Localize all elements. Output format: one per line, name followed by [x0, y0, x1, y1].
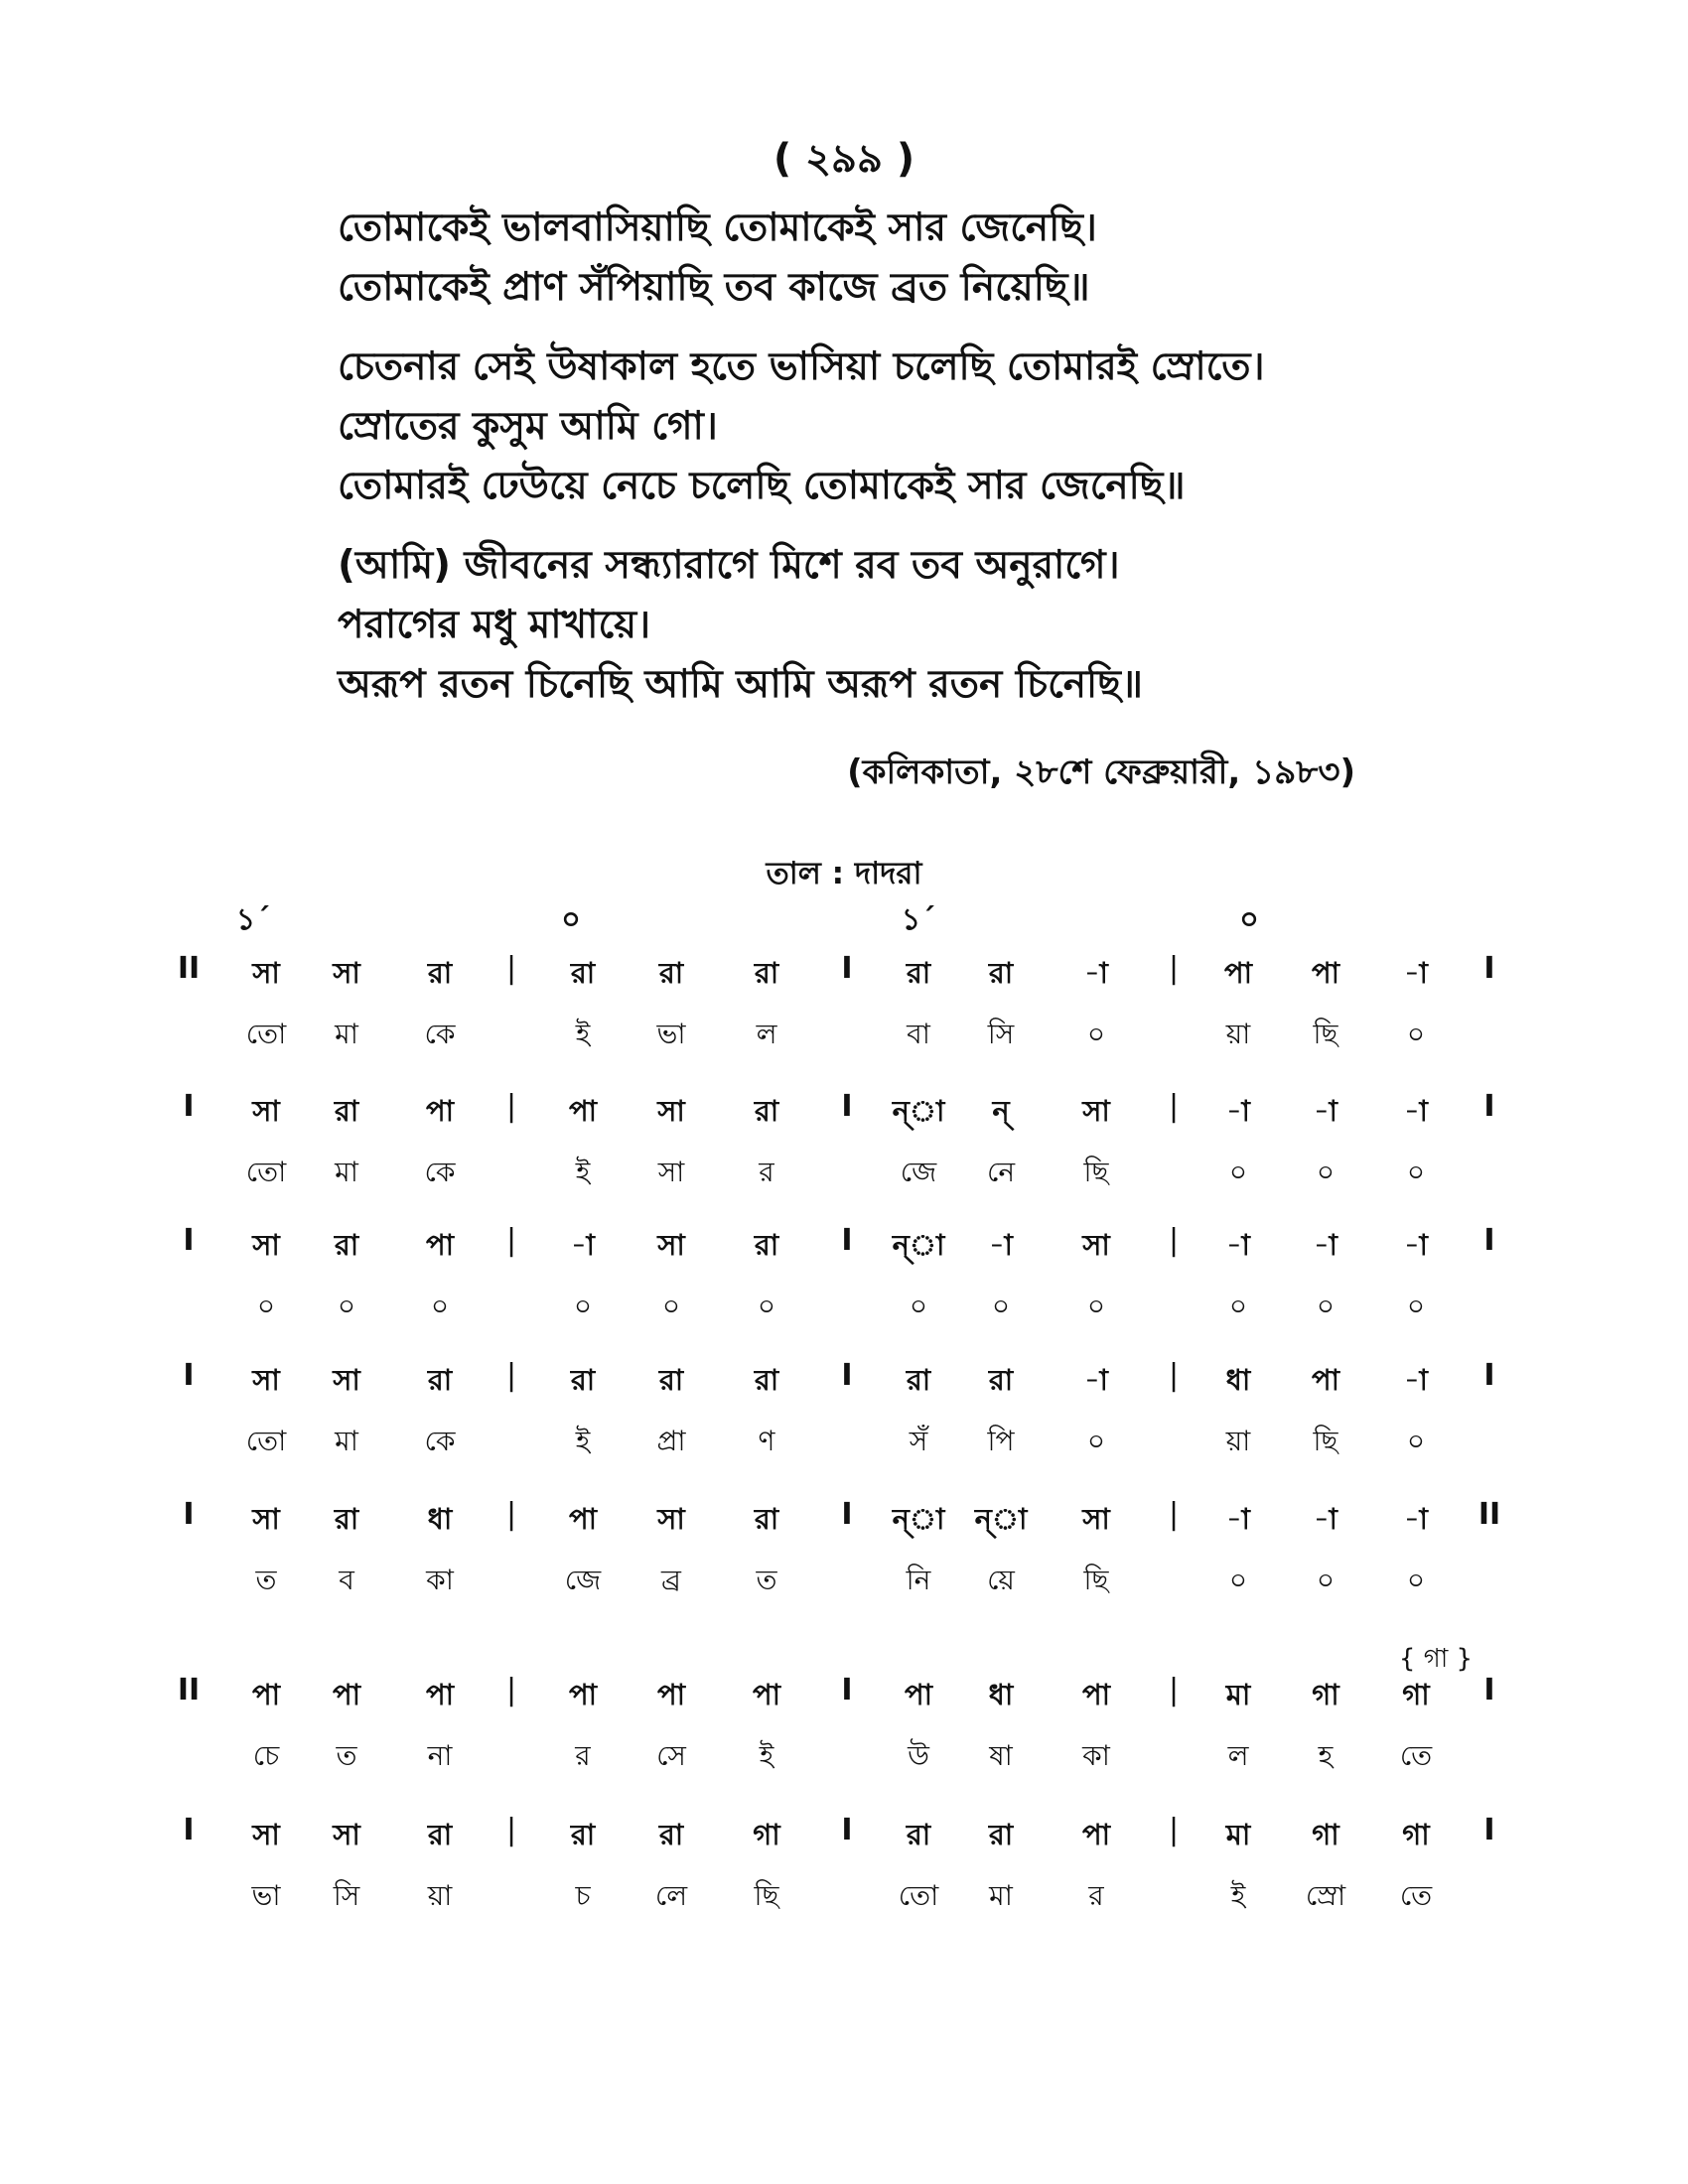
bar-separator: |	[505, 1358, 517, 1393]
swara-note: রা	[754, 1363, 779, 1397]
swara-note: রা	[658, 1818, 684, 1851]
lyric-syllable: ০	[661, 1290, 681, 1322]
swara-note: রা	[427, 1818, 453, 1851]
swara-note: পা	[425, 1678, 455, 1711]
swara-note: ধা	[427, 1502, 453, 1536]
lyric-syllable: ০	[1406, 1564, 1426, 1596]
lyric-syllable: ছি	[1083, 1156, 1109, 1188]
lyric-syllable: ০	[1316, 1290, 1336, 1322]
lyric-syllable: ০	[573, 1290, 593, 1322]
swara-note: পা	[568, 1678, 598, 1711]
bar-separator: |	[505, 1673, 517, 1707]
bar-separator: |	[1168, 1813, 1180, 1847]
lyric-syllable: ই	[575, 1425, 591, 1457]
swara-note: রা	[906, 1363, 931, 1397]
swara-note: সা	[333, 1818, 360, 1851]
lyric-syllable: কা	[1082, 1739, 1110, 1772]
swara-note: সা	[333, 956, 360, 990]
swara-note: রা	[570, 1818, 596, 1851]
row-start-bar: I	[183, 1089, 195, 1124]
lyric-syllable: ত	[255, 1564, 277, 1596]
lyric-syllable: ০	[1228, 1290, 1248, 1322]
swara-note: পা	[1081, 1818, 1111, 1851]
swara-note: ধা	[988, 1678, 1014, 1711]
swara-note: গা	[1402, 1678, 1430, 1711]
swara-note: -া	[1226, 1094, 1250, 1128]
row-start-bar: II	[177, 1673, 201, 1707]
bar-separator: I	[841, 1089, 853, 1124]
lyric-syllable: র	[759, 1156, 774, 1188]
lyric-syllable: সঁ	[909, 1425, 928, 1457]
swara-note: পা	[568, 1094, 598, 1128]
bar-separator: |	[505, 1089, 517, 1124]
swara-note: -া	[1404, 956, 1428, 990]
lyric-syllable: মা	[335, 1156, 358, 1188]
swara-note: মা	[1225, 1818, 1251, 1851]
page-number: ( ২৯৯ )	[773, 136, 915, 182]
lyric-syllable: চে	[252, 1739, 280, 1772]
lyric-syllable: তে	[1399, 1879, 1433, 1912]
lyric-syllable: য়া	[1225, 1018, 1251, 1050]
swara-note: সা	[657, 1094, 685, 1128]
swara-note: -া	[1404, 1094, 1428, 1128]
lyric-syllable: নে	[986, 1156, 1016, 1188]
lyric-syllable: ০	[256, 1290, 276, 1322]
lyric-syllable: বা	[907, 1018, 930, 1050]
beat-mark-sam: ১´	[901, 902, 936, 937]
lyric-syllable: ০	[1406, 1425, 1426, 1457]
swara-note: রা	[658, 956, 684, 990]
taal-heading: তাল : দাদরা	[766, 856, 922, 891]
swara-note: রা	[334, 1094, 359, 1128]
lyric-syllable: ০	[909, 1290, 928, 1322]
swara-note: সা	[333, 1363, 360, 1397]
lyric-syllable: ছি	[1083, 1564, 1109, 1596]
row-end-bar: I	[1483, 1358, 1495, 1393]
row-start-bar: II	[177, 951, 201, 986]
swara-note: রা	[570, 1363, 596, 1397]
lyric-syllable: কা	[426, 1564, 454, 1596]
lyric-syllable: তো	[245, 1425, 287, 1457]
bar-separator: |	[1168, 1673, 1180, 1707]
row-end-bar: I	[1483, 1223, 1495, 1258]
lyric-line: স্রোতের কুসুম আমি গো।	[338, 404, 718, 449]
lyric-syllable: কে	[424, 1425, 456, 1457]
bar-separator: |	[1168, 1223, 1180, 1258]
lyric-syllable: ল	[756, 1018, 777, 1050]
swara-note: গা	[1312, 1678, 1339, 1711]
swara-note: -া	[989, 1228, 1013, 1262]
bar-separator: |	[1168, 1089, 1180, 1124]
lyric-syllable: না	[427, 1739, 453, 1772]
lyric-syllable: ০	[991, 1290, 1011, 1322]
swara-note: রা	[988, 1818, 1014, 1851]
bar-separator: |	[1168, 1497, 1180, 1532]
swara-note: সা	[252, 956, 280, 990]
lyric-line: চেতনার সেই উষাকাল হতে ভাসিয়া চলেছি তোমারই স্রোতে।	[338, 344, 1265, 389]
swara-note: -া	[1404, 1228, 1428, 1262]
swara-note: রা	[570, 956, 596, 990]
lyric-syllable: ০	[1406, 1156, 1426, 1188]
lyric-syllable: ০	[757, 1290, 776, 1322]
lyric-syllable: লে	[654, 1879, 688, 1912]
row-end-bar: I	[1483, 1089, 1495, 1124]
lyric-syllable: পি	[987, 1425, 1015, 1457]
swara-note: পা	[251, 1678, 281, 1711]
lyric-syllable: ০	[1406, 1018, 1426, 1050]
lyric-syllable: মা	[335, 1018, 358, 1050]
lyric-syllable: তো	[245, 1018, 287, 1050]
row-end-bar: I	[1483, 951, 1495, 986]
lyric-syllable: য়া	[427, 1879, 453, 1912]
row-start-bar: I	[183, 1223, 195, 1258]
bar-separator: |	[505, 1223, 517, 1258]
lyric-syllable: ছি	[1313, 1018, 1338, 1050]
lyric-line: তোমাকেই প্রাণ সঁপিয়াছি তব কাজে ব্রত নিয়েছি॥	[338, 265, 1090, 310]
swara-note: গা	[1312, 1818, 1339, 1851]
swara-note: রা	[334, 1502, 359, 1536]
bar-separator: I	[841, 1223, 853, 1258]
lyric-syllable: সা	[657, 1156, 685, 1188]
bar-separator: |	[1168, 1358, 1180, 1393]
swara-note: -া	[1404, 1363, 1428, 1397]
swara-note: পা	[1311, 1363, 1340, 1397]
lyric-line: তোমাকেই ভালবাসিয়াছি তোমাকেই সার জেনেছি।	[338, 205, 1097, 250]
swara-note: সা	[252, 1363, 280, 1397]
bar-separator: I	[841, 1497, 853, 1532]
lyric-syllable: ত	[336, 1739, 357, 1772]
bar-separator: I	[841, 1673, 853, 1707]
lyric-syllable: মা	[989, 1879, 1013, 1912]
row-start-bar: I	[183, 1813, 195, 1847]
lyric-syllable: চ	[575, 1879, 591, 1912]
swara-note: পা	[1311, 956, 1340, 990]
row-end-bar: I	[1483, 1813, 1495, 1847]
lyric-syllable: ভা	[251, 1879, 281, 1912]
row-start-bar: I	[183, 1497, 195, 1532]
lyric-syllable: ণ	[758, 1425, 775, 1457]
swara-note: রা	[754, 956, 779, 990]
swara-note: -া	[1314, 1502, 1337, 1536]
swara-note: পা	[904, 1678, 933, 1711]
lyric-syllable: ০	[337, 1290, 356, 1322]
swara-note: পা	[752, 1678, 781, 1711]
lyric-syllable: উ	[908, 1739, 929, 1772]
swara-note: ধা	[1225, 1363, 1251, 1397]
lyric-syllable: কে	[424, 1018, 456, 1050]
swara-note: রা	[754, 1228, 779, 1262]
lyric-syllable: ই	[1230, 1879, 1246, 1912]
lyric-syllable: মা	[335, 1425, 358, 1457]
swara-note: রা	[427, 956, 453, 990]
lyric-syllable: নি	[906, 1564, 931, 1596]
stanza-3	[338, 536, 1569, 715]
stanza-2	[338, 338, 1569, 516]
swara-note: -া	[1404, 1502, 1428, 1536]
swara-note: -া	[1226, 1502, 1250, 1536]
lyric-syllable: তো	[898, 1879, 939, 1912]
lyric-syllable: হ	[1318, 1739, 1334, 1772]
swara-note: সা	[252, 1502, 280, 1536]
lyric-syllable: ই	[575, 1156, 591, 1188]
swara-note: রা	[334, 1228, 359, 1262]
beat-mark-sam: ১´	[235, 902, 271, 937]
swara-note: ন্	[992, 1094, 1010, 1128]
alternate-note: { গা }	[1398, 1644, 1474, 1674]
lyric-syllable: ব্র	[661, 1564, 681, 1596]
lyric-syllable: ০	[1228, 1564, 1248, 1596]
lyric-syllable: ই	[575, 1018, 591, 1050]
swara-note: রা	[658, 1363, 684, 1397]
swara-note: ন্া	[892, 1094, 945, 1128]
swara-note: সা	[657, 1228, 685, 1262]
lyric-syllable: ০	[1086, 1018, 1106, 1050]
row-end-bar: II	[1477, 1497, 1501, 1532]
bar-separator: |	[1168, 951, 1180, 986]
swara-note: সা	[252, 1228, 280, 1262]
lyric-line: তোমারই ঢেউয়ে নেচে চলেছি তোমাকেই সার জেনেছি॥	[338, 464, 1186, 508]
stanza-1	[338, 199, 1569, 318]
swara-note: -া	[1084, 956, 1108, 990]
swara-note: -া	[1226, 1228, 1250, 1262]
bar-separator: |	[505, 1497, 517, 1532]
lyric-syllable: কে	[424, 1156, 456, 1188]
bar-separator: I	[841, 1358, 853, 1393]
swara-note: সা	[252, 1094, 280, 1128]
swara-note: পা	[656, 1678, 686, 1711]
bar-separator: |	[505, 1813, 517, 1847]
lyric-syllable: য়া	[1225, 1425, 1251, 1457]
lyric-syllable: সে	[656, 1739, 686, 1772]
swara-note: -া	[1314, 1094, 1337, 1128]
swara-note: রা	[988, 1363, 1014, 1397]
lyric-syllable: ত	[756, 1564, 777, 1596]
swara-note: -া	[1084, 1363, 1108, 1397]
lyric-syllable: ০	[1406, 1290, 1426, 1322]
swara-note: গা	[753, 1818, 780, 1851]
lyric-syllable: প্রা	[656, 1425, 686, 1457]
swara-note: রা	[906, 956, 931, 990]
lyric-syllable: ছি	[1313, 1425, 1338, 1457]
lyric-syllable: ০	[1086, 1425, 1106, 1457]
swara-note: রা	[427, 1363, 453, 1397]
row-end-bar: I	[1483, 1673, 1495, 1707]
lyric-line: অরূপ রতন চিনেছি আমি আমি অরূপ রতন চিনেছি॥	[338, 662, 1143, 707]
swara-note: ন্া	[974, 1502, 1028, 1536]
place-date: (কলিকাতা, ২৮শে ফেব্রুয়ারী, ১৯৮৩)	[847, 752, 1355, 792]
swara-note: সা	[252, 1818, 280, 1851]
lyric-syllable: য়ে	[987, 1564, 1015, 1596]
lyric-syllable: ষা	[989, 1739, 1013, 1772]
swara-note: রা	[988, 956, 1014, 990]
lyric-syllable: সি	[987, 1018, 1015, 1050]
swara-note: মা	[1225, 1678, 1251, 1711]
swara-note: সা	[1082, 1094, 1110, 1128]
lyric-line: পরাগের মধু মাখায়ে।	[338, 603, 651, 647]
swara-note: পা	[425, 1228, 455, 1262]
swara-note: রা	[754, 1502, 779, 1536]
swara-note: রা	[754, 1094, 779, 1128]
lyric-syllable: র	[575, 1739, 591, 1772]
swara-note: পা	[568, 1502, 598, 1536]
swara-note: -া	[1314, 1228, 1337, 1262]
lyric-syllable: ০	[1316, 1564, 1336, 1596]
lyric-line: (আমি) জীবনের সন্ধ্যারাগে মিশে রব তব অনুরাগে।	[338, 543, 1120, 588]
lyric-syllable: ল	[1227, 1739, 1249, 1772]
swara-note: রা	[906, 1818, 931, 1851]
row-start-bar: I	[183, 1358, 195, 1393]
swara-note: গা	[1402, 1818, 1430, 1851]
swara-note: পা	[425, 1094, 455, 1128]
lyric-syllable: ০	[430, 1290, 450, 1322]
lyric-syllable: ০	[1316, 1156, 1336, 1188]
lyrics-block	[338, 199, 1569, 735]
swara-note: সা	[1082, 1502, 1110, 1536]
lyric-syllable: তো	[245, 1156, 287, 1188]
lyric-syllable: ই	[759, 1739, 774, 1772]
lyric-syllable: র	[1088, 1879, 1104, 1912]
lyric-syllable: ছি	[754, 1879, 779, 1912]
lyric-syllable: তে	[1399, 1739, 1433, 1772]
lyric-syllable: জে	[900, 1156, 937, 1188]
lyric-syllable: ব	[339, 1564, 354, 1596]
swara-note: সা	[657, 1502, 685, 1536]
lyric-syllable: ০	[1228, 1156, 1248, 1188]
swara-note: পা	[1081, 1678, 1111, 1711]
lyric-syllable: সি	[333, 1879, 360, 1912]
bar-separator: |	[505, 951, 517, 986]
bar-separator: I	[841, 1813, 853, 1847]
swara-note: -া	[571, 1228, 595, 1262]
lyric-syllable: ভা	[656, 1018, 686, 1050]
beat-mark-khali: ০	[1239, 902, 1259, 937]
swara-note: ন্া	[892, 1502, 945, 1536]
bar-separator: I	[841, 951, 853, 986]
swara-note: পা	[1223, 956, 1253, 990]
lyric-syllable: ০	[1086, 1290, 1106, 1322]
beat-mark-khali: ০	[561, 902, 581, 937]
lyric-syllable: স্রো	[1305, 1879, 1346, 1912]
swara-note: পা	[332, 1678, 361, 1711]
lyric-syllable: জে	[564, 1564, 602, 1596]
swara-note: ন্া	[892, 1228, 945, 1262]
swara-note: সা	[1082, 1228, 1110, 1262]
